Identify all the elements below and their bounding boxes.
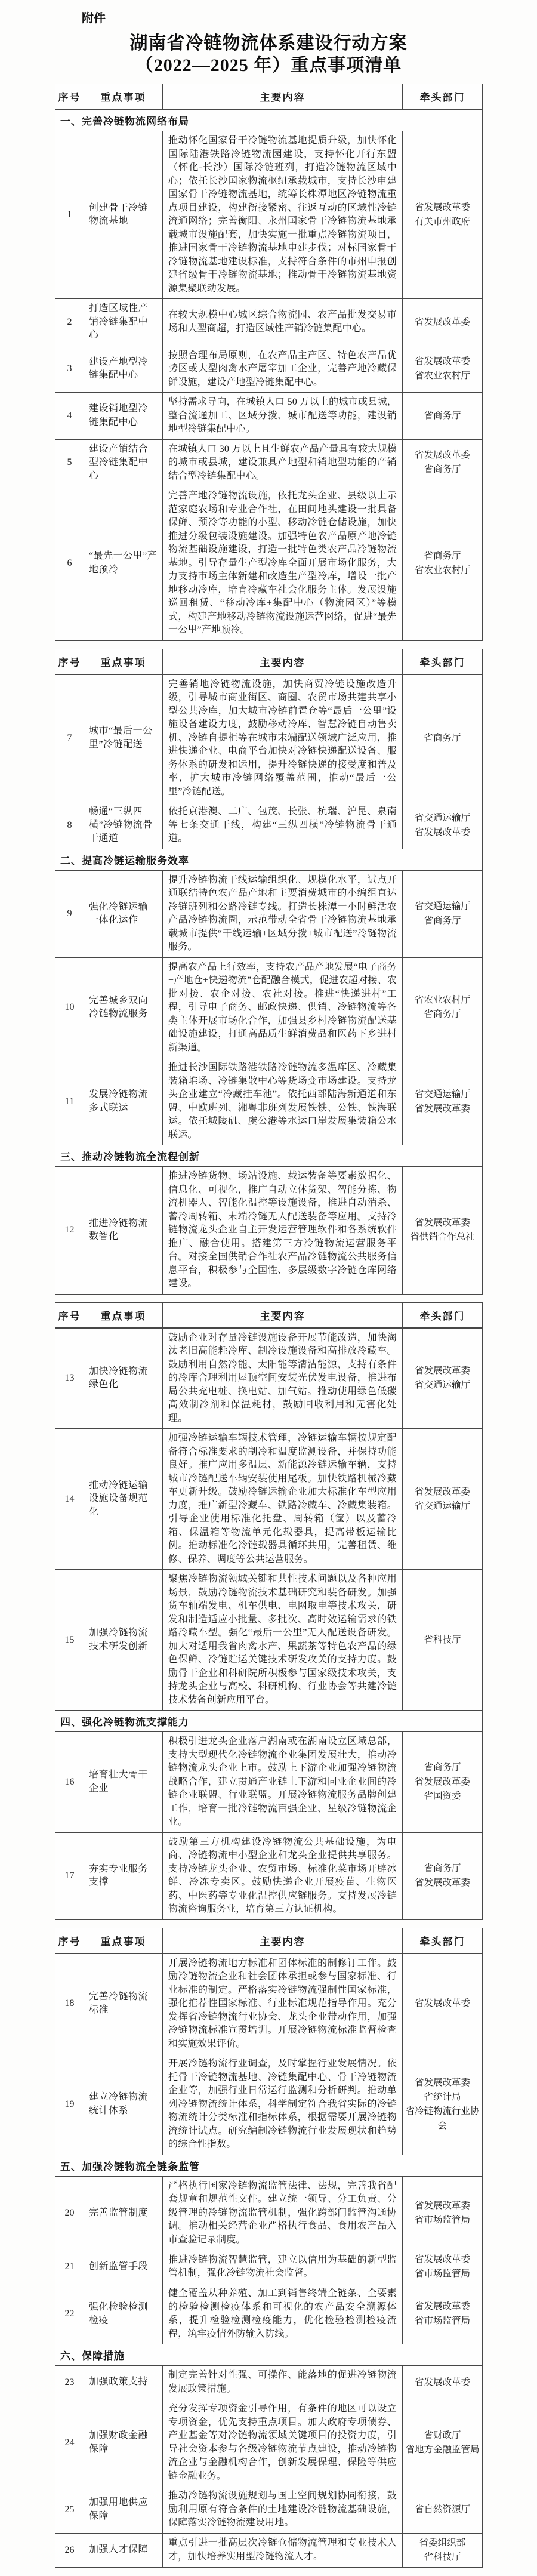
- serial-number-cell: 7: [55, 674, 84, 802]
- serial-number-cell: 16: [55, 1732, 84, 1833]
- table-container: [55, 84, 482, 2568]
- key-item-cell: 加强政策支持: [84, 2366, 163, 2399]
- main-content-cell: 坚持需求导向，在城镇人口 50 万以上的城市或县城，整合流通加工、区域分拨、城市配送等功能，建设销地型冷链集配中心。: [163, 393, 403, 440]
- document-title: [55, 32, 482, 76]
- main-content-cell: 依托京港澳、二广、包茂、长张、杭瑞、沪昆、泉南等七条交通干线，构建“三纵四横”冷链物流骨干通道。: [163, 802, 403, 849]
- table-segment: [55, 1928, 483, 2568]
- key-item-cell: 打造区域性产销冷链集配中心: [84, 299, 163, 346]
- serial-number-cell: 25: [55, 2486, 84, 2534]
- lead-department-line: 省委组织部: [419, 2537, 466, 2548]
- table-row: [55, 1328, 483, 1429]
- key-item-cell: 发展冷链物流多式联运: [84, 1058, 163, 1145]
- serial-number-cell: 19: [55, 2054, 84, 2155]
- lead-department-cell: [403, 346, 483, 393]
- section-row: [55, 849, 483, 870]
- table-row: [55, 674, 483, 802]
- lead-department-cell: [403, 1832, 483, 1919]
- table-header-row: [55, 1302, 483, 1328]
- lead-department-cell: [403, 1570, 483, 1711]
- lead-department-line: 省科技厅: [424, 2552, 461, 2562]
- serial-number-cell: 18: [55, 1953, 84, 2054]
- title-line-1: 湖南省冷链物流体系建设行动方案: [129, 33, 408, 53]
- lead-department-cell: [403, 439, 483, 486]
- key-item-cell: 建立冷链物流统计体系: [84, 2054, 163, 2155]
- main-content-cell: 鼓励第三方机构建设冷链物流公共基础设施，为电商、冷链物流中小型企业和龙头企业提供共享服务。支持冷链龙头企业、农贸市场、标准化菜市场开辟冰鲜、冷冻专卖区。鼓励快递企业开展疫苗、生物医药、中医药等专业化温控供应链服务。支持发展冷链物流咨询服务业，培育第三方认证机构。: [163, 1832, 403, 1919]
- table-row: [55, 2284, 483, 2344]
- table-row: [55, 1429, 483, 1570]
- lead-department-line: 省商务厅: [424, 550, 461, 561]
- key-item-cell: 加强用地供应保障: [84, 2486, 163, 2534]
- lead-department-line: 省财政厅: [424, 2430, 461, 2441]
- table-row: [55, 2486, 483, 2534]
- serial-number-cell: 17: [55, 1832, 84, 1919]
- main-content-cell: 完善产地冷链物流设施，依托龙头企业、县级以上示范家庭农场和专业合作社，在田间地头建设一批具备保鲜、预冷等功能的小型、移动冷链仓储设施，加快推进分级包装设施建设。加强特色农产品原产地冷链物流基础设施建设，打造一批特色类农产品冷链物流基地。引导存量生产型冷库全面开展市场化服务，大力支持市场主体新建和改造生产型冷库，增设一批产地移动冷库，培育冷藏车社会化服务主体。发展设施巡回租赁、“移动冷库+集配中心（物流园区）”等模式，构建产地移动冷链物流设施运营网络，促进“最先一公里”产地预冷。: [163, 486, 403, 641]
- header-cell: 序号: [55, 1928, 84, 1953]
- lead-department-line: 省农业农村厅: [414, 995, 470, 1006]
- serial-number-cell: 15: [55, 1570, 84, 1711]
- header-cell: 牵头部门: [403, 84, 483, 110]
- key-item-cell: 培育壮大骨干企业: [84, 1732, 163, 1833]
- header-cell: 序号: [55, 649, 84, 674]
- table-row: [55, 2366, 483, 2399]
- main-content-cell: 聚焦冷链物流领域关键和共性技术问题以及各种应用场景，鼓励冷链物流技术基础研究和装备研发。加强货车轴端发电、机车供电、电网取电等技术攻关，研发和制造适应小批量、多批次、高时效运输需求的铁路冷藏车型。强化“最后一公里”无人配送设备研发。加大对适用我省肉禽水产、果蔬茶等特色农产品的绿色保鲜、冷链贮运关键技术研发攻关的支持力度。鼓励骨干企业和科研院所积极参与国家级技术攻关，支持龙头企业与高校、科研机构、行业协会等共建冷链技术装备创新应用平台。: [163, 1570, 403, 1711]
- lead-department-line: 有关市州政府: [414, 217, 470, 227]
- lead-department-line: 省发展改革委: [414, 2077, 470, 2088]
- lead-department-line: 省商务厅: [424, 916, 461, 926]
- header-cell: 主要内容: [163, 649, 403, 674]
- serial-number-cell: 10: [55, 957, 84, 1058]
- lead-department-line: 省供销合作总社: [410, 1232, 475, 1243]
- section-row: [55, 1145, 483, 1167]
- title-line-2: （2022—2025 年）重点事项清单: [135, 56, 402, 75]
- lead-department-line: 省商务厅: [424, 410, 461, 421]
- lead-department-cell: [403, 1953, 483, 2054]
- serial-number-cell: 5: [55, 439, 84, 486]
- main-content-cell: 重点引进一批高层次冷链仓储物流管理和专业技术人才，加快培养实用型冷链物流人才。: [163, 2533, 403, 2567]
- table-header-row: [55, 84, 483, 110]
- main-content-cell: 制定完善针对性强、可操作、能落地的促进冷链物流发展政策措施。: [163, 2366, 403, 2399]
- header-cell: 主要内容: [163, 1928, 403, 1953]
- lead-department-line: 省发展改革委: [414, 1366, 470, 1376]
- lead-department-cell: [403, 2399, 483, 2486]
- lead-department-cell: [403, 486, 483, 641]
- lead-department-line: 省农业农村厅: [414, 565, 470, 575]
- lead-department-line: 省统计局: [424, 2091, 461, 2102]
- lead-department-line: 省交通运输厅: [414, 1089, 470, 1099]
- table-row: [55, 299, 483, 346]
- serial-number-cell: 14: [55, 1429, 84, 1570]
- key-item-cell: “最先一公里”产地预冷: [84, 486, 163, 641]
- main-content-cell: 鼓励企业对存量冷链设施设备开展节能改造，加快淘汰老旧高能耗冷库、制冷设施设备和高排放冷藏车。鼓励利用自然冷能、太阳能等清洁能源，支持有条件的冷库合理利用屋顶空间安装光伏发电设备，推进布局公共充电桩、换电站、加气站。推动使用绿色低碳高效制冷剂和保温耗材，鼓励回收利用和无害化处理。: [163, 1328, 403, 1429]
- lead-department-cell: [403, 2250, 483, 2284]
- main-content-cell: 开展冷链物流行业调查，及时掌握行业发展情况。依托骨干冷链物流基地、冷链集配中心、骨干冷链物流企业等，加强行业日常运行监测和分析研判。推动单列冷链物流统计体系，科学制定符合我省实际的冷链物流统计分类标准和指标体系，根据需要开展冷链物流统计试点。研究编制冷链物流行业发展现状和趋势的综合性指数。: [163, 2054, 403, 2155]
- table-header-row: [55, 1928, 483, 1953]
- serial-number-cell: 11: [55, 1058, 84, 1145]
- key-item-cell: 城市“最后一公里”冷链配送: [84, 674, 163, 802]
- table-row: [55, 1570, 483, 1711]
- lead-department-line: 省发展改革委: [414, 202, 470, 212]
- serial-number-cell: 2: [55, 299, 84, 346]
- lead-department-line: 省发展改革委: [414, 1776, 470, 1787]
- serial-number-cell: 8: [55, 802, 84, 849]
- main-content-cell: 严格执行国家冷链物流监管法律、法规，完善我省配套规章和规范性文件。建立统一领导、分工负责、分级管理的冷链物流监管机制，强化跨部门监管沟通协调。推动相关经营企业严格执行食品、食用农产品入市查验记录制度。: [163, 2176, 403, 2250]
- lead-department-cell: [403, 1732, 483, 1833]
- lead-department-cell: [403, 802, 483, 849]
- serial-number-cell: 13: [55, 1328, 84, 1429]
- lead-department-line: 省商务厅: [424, 732, 461, 743]
- table-row: [55, 957, 483, 1058]
- table-row: [55, 2533, 483, 2567]
- key-item-cell: 创新监管手段: [84, 2250, 163, 2284]
- lead-department-line: 省商务厅: [424, 464, 461, 475]
- lead-department-line: 省发展改革委: [414, 827, 470, 837]
- lead-department-line: 省发展改革委: [414, 2200, 470, 2211]
- table-row: [55, 2054, 483, 2155]
- lead-department-line: 省发展改革委: [414, 1998, 470, 2009]
- key-item-cell: 建设产地型冷链集配中心: [84, 346, 163, 393]
- key-item-cell: 加快冷链物流绿色化: [84, 1328, 163, 1429]
- lead-department-line: 省农业农村厅: [414, 371, 470, 381]
- lead-department-cell: [403, 870, 483, 957]
- table-row: [55, 1167, 483, 1295]
- key-item-cell: 强化冷链运输一体化运作: [84, 870, 163, 957]
- table-row: [55, 870, 483, 957]
- main-content-cell: 推动怀化国家骨干冷链物流基地提质升级，加快怀化国际陆港铁路冷链物流园建设，支持怀化开行东盟（怀化-长沙）国际冷链班列，打造冷链物流区域中心；依托长沙国家物流枢纽承载城市，支持长沙申建国家骨干冷链物流基地，统筹长株潭地区冷链物流重点项目建设，构建衔接紧密、往返互动的区域性冷链流通网络；完善衡阳、永州国家骨干冷链物流基地承载城市设施配套，加快实施一批重点冷链物流项目，推进国家骨干冷链物流基地申建步伐；对标国家骨干冷链物流基地建设标准，支持符合条件的市州申报创建省级骨干冷链物流基地；推动骨干冷链物流基地资源集聚联动发展。: [163, 131, 403, 299]
- attachment-label: 附件: [82, 12, 106, 25]
- key-item-cell: 建设销地型冷链集配中心: [84, 393, 163, 440]
- lead-department-line: 省发展改革委: [414, 2377, 470, 2387]
- lead-department-line: 省发展改革委: [414, 1486, 470, 1497]
- section-title: 三、推动冷链物流全流程创新: [55, 1145, 483, 1167]
- key-item-cell: 建设产销结合型冷链集配中心: [84, 439, 163, 486]
- lead-department-cell: [403, 1167, 483, 1295]
- serial-number-cell: 20: [55, 2176, 84, 2250]
- lead-department-line: 省发展改革委: [414, 316, 470, 327]
- main-content-cell: 按照合理布局原则，在农产品主产区、特色农产品优势区或大型肉禽水产屠宰加工企业，完善产地冷藏保鲜设施，建设产地型冷链集配中心。: [163, 346, 403, 393]
- lead-department-line: 省市场监管局: [414, 2316, 470, 2326]
- lead-department-line: 省市场监管局: [414, 2269, 470, 2279]
- key-item-cell: 加强人才保障: [84, 2533, 163, 2567]
- header-cell: 重点事项: [84, 84, 163, 110]
- main-content-cell: 开展冷链物流地方标准和团体标准的制修订工作。鼓励冷链物流企业和社会团体承担或参与国家标准、行业标准的制定。严格落实冷链物流强制性国家标准，强化推荐性国家标准、行业标准规范指导作用。充分发挥省冷链物流行业协会、龙头企业带动作用，加强冷链物流标准宣贯培训。开展冷链物流标准监督检查和实施效果评价。: [163, 1953, 403, 2054]
- key-item-cell: 推动冷链运输设施设备规范化: [84, 1429, 163, 1570]
- table-row: [55, 393, 483, 440]
- main-content-cell: 在较大规模中心城区综合物流园、农产品批发交易市场和大型商超，打造区域性产销冷链集配中心。: [163, 299, 403, 346]
- lead-department-line: 省科技厅: [424, 1634, 461, 1645]
- lead-department-line: 省冷链物流行业协会: [405, 2106, 480, 2131]
- key-item-cell: 畅通“三纵四横”冷链物流骨干通道: [84, 802, 163, 849]
- serial-number-cell: 3: [55, 346, 84, 393]
- key-item-cell: 夯实专业服务支撑: [84, 1832, 163, 1919]
- serial-number-cell: 12: [55, 1167, 84, 1295]
- lead-department-cell: [403, 2054, 483, 2155]
- header-cell: 序号: [55, 84, 84, 110]
- table-row: [55, 2399, 483, 2486]
- lead-department-cell: [403, 131, 483, 299]
- section-title: 二、提高冷链运输服务效率: [55, 849, 483, 870]
- lead-department-cell: [403, 674, 483, 802]
- table-row: [55, 2250, 483, 2284]
- lead-department-cell: [403, 2176, 483, 2250]
- key-item-cell: 完善冷链物流标准: [84, 1953, 163, 2054]
- header-cell: 牵头部门: [403, 1302, 483, 1328]
- header-cell: 序号: [55, 1302, 84, 1328]
- header-cell: 主要内容: [163, 1302, 403, 1328]
- serial-number-cell: 6: [55, 486, 84, 641]
- main-content-cell: 在城镇人口 30 万以上且生鲜农产品产量具有较大规模的城市或县城，建设兼具产地型和销地型功能的产销结合型冷链集配中心。: [163, 439, 403, 486]
- key-item-cell: 加强冷链物流技术研发创新: [84, 1570, 163, 1711]
- table-row: [55, 802, 483, 849]
- lead-department-line: 省发展改革委: [414, 2301, 470, 2312]
- main-content-cell: 完善销地冷链物流设施，加快商贸冷链设施改造升级，引导城市商业街区、商圈、农贸市场共建共享小型公共冷库，加大城市冷链前置仓等“最后一公里”设施设备建设力度，鼓励移动冷库、智慧冷链自动售卖机、冷链自提柜等在城市末端配送领域广泛应用，推进快递企业、电商平台加快对冷链快递配送设备、服务体系的研发和运用，提升冷链快递的接受度和普及率，扩大城市冷链网络覆盖范围，推动“最后一公里”冷链配送。: [163, 674, 403, 802]
- key-item-cell: 完善监管制度: [84, 2176, 163, 2250]
- section-title: 一、完善冷链物流网络布局: [55, 109, 483, 131]
- serial-number-cell: 9: [55, 870, 84, 957]
- main-content-cell: 积极引进龙头企业落户湖南或在湖南设立区域总部，支持大型现代化冷链物流企业集团发展壮大，推动冷链物流龙头企业上市。鼓励上下游企业加强冷链物流战略合作，建立贯通产业链上下游和同业企业间的冷链企业联盟、行业联盟。开展冷链物流服务品牌创建工作，培育一批冷链物流百强企业、星级冷链物流企业。: [163, 1732, 403, 1833]
- lead-department-cell: [403, 2284, 483, 2344]
- lead-department-line: 省交通运输厅: [414, 1500, 470, 1511]
- lead-department-line: 省交通运输厅: [414, 901, 470, 911]
- lead-department-line: 省国资委: [424, 1791, 461, 1801]
- table-row: [55, 1732, 483, 1833]
- lead-department-line: 省自然资源厅: [414, 2504, 470, 2515]
- serial-number-cell: 24: [55, 2399, 84, 2486]
- main-content-cell: 提升冷链物流干线运输组织化、规模化水平，试点开通联结特色农产品产地和主要消费城市的小编组直达冷链班列和公路冷链专线。打造长株潭一小时鲜活农产品冷链物流圈，示范带动全省骨干冷链物流基地承载城市提供“干线运输+区域分拨+城市配送”冷链物流服务。: [163, 870, 403, 957]
- header-cell: 牵头部门: [403, 1928, 483, 1953]
- section-title: 五、加强冷链物流全链条监管: [55, 2155, 483, 2176]
- section-row: [55, 109, 483, 131]
- table-row: [55, 439, 483, 486]
- header-cell: 重点事项: [84, 1302, 163, 1328]
- main-content-cell: 健全覆盖从种养殖、加工到销售终端全链条、全要素的检验检测检疫体系和可视化的农产品安全溯源体系，提升检验检测检疫能力，优化检验检测检疫流程，筑牢疫情外防输入防线。: [163, 2284, 403, 2344]
- lead-department-line: 省地方金融监管局: [405, 2444, 480, 2455]
- lead-department-line: 省发展改革委: [414, 1218, 470, 1228]
- key-item-cell: 创建骨干冷链物流基地: [84, 131, 163, 299]
- lead-department-line: 省商务厅: [424, 1863, 461, 1874]
- header-cell: 牵头部门: [403, 649, 483, 674]
- table-segment: [55, 649, 483, 1295]
- lead-department-cell: [403, 299, 483, 346]
- table-row: [55, 131, 483, 299]
- serial-number-cell: 23: [55, 2366, 84, 2399]
- main-content-cell: 提高农产品上行效率，支持农产品产地发展“电子商务+产地仓+快递物流”仓配融合模式，促进农超对接、农批对接、农企对接、农社对接。推进“快递进村”工程，引导电子商务、邮政快递、供销、冷链物流等各类主体开展市场化合作，加强县乡村冷链物流配送基础设施建设，打通高品质生鲜消费品和医药下乡进村新渠道。: [163, 957, 403, 1058]
- section-title: 四、强化冷链物流支撑能力: [55, 1711, 483, 1732]
- serial-number-cell: 4: [55, 393, 84, 440]
- key-item-cell: 推进冷链物流数智化: [84, 1167, 163, 1295]
- main-content-cell: 推动冷链物流设施规划与国土空间规划协同衔接，鼓励利用原有符合条件的土地建设冷链物流基础设施，保障落实冷链物流建设用地。: [163, 2486, 403, 2534]
- serial-number-cell: 21: [55, 2250, 84, 2284]
- lead-department-line: 省发展改革委: [414, 450, 470, 461]
- table-segment: [55, 84, 483, 641]
- table-row: [55, 486, 483, 641]
- key-item-cell: 强化检验检测检疫: [84, 2284, 163, 2344]
- lead-department-cell: [403, 2366, 483, 2399]
- main-content-cell: 推进冷链物流智慧监管，建立以信用为基础的新型监管机制，强化冷链物流社会监督。: [163, 2250, 403, 2284]
- header-cell: 重点事项: [84, 649, 163, 674]
- main-content-cell: 推进长沙国际铁路港铁路冷链物流多温库区、冷藏集装箱堆场、冷链集散中心等货场变市场建设。支持龙头企业建立“冷藏挂车池”。依托西部陆海新通道和东盟、中欧班列、湘粤非班列发展铁铁、公铁、铁海联运。依托城陵矶、虞公港等水运口岸发展集装箱公水联运。: [163, 1058, 403, 1145]
- lead-department-cell: [403, 1058, 483, 1145]
- key-item-cell: 加强财政金融保障: [84, 2399, 163, 2486]
- section-row: [55, 2344, 483, 2366]
- lead-department-cell: [403, 2486, 483, 2534]
- serial-number-cell: 22: [55, 2284, 84, 2344]
- main-content-cell: 加强冷链运输车辆技术管理，冷链运输车辆按规定配备符合标准要求的制冷和温度监测设备，并保持功能良好。推广应用多温层、新能源冷链运输车辆，支持城市冷链配送车辆安装使用尾板。加快铁路机械冷藏车更新升级。鼓励冷链运输企业加大标准化车型应用力度，推广新型冷藏车、铁路冷藏车、冷藏集装箱。引导企业使用标准化托盘、周转箱（筐）以及蓄冷箱、保温箱等物流单元化载器具，提高带板运输比例。推动标准化冷链载器具循环共用，完善租赁、维修、保养、调度等公共运营服务。: [163, 1429, 403, 1570]
- lead-department-line: 省发展改革委: [414, 2254, 470, 2264]
- lead-department-line: 省发展改革委: [414, 1878, 470, 1888]
- main-content-cell: 推进冷链货物、场站设施、载运装备等要素数据化、信息化、可视化，推广自动立体货架、智能分拣、物流机器人、智能化温控等设施设备，推进自动消杀、蓄冷周转箱、末端冷链无人配送装备等应用。支持冷链物流龙头企业自主开发运营管理软件和各系统软件推广、融合使用。搭建第三方冷链物流运营服务平台。对接全国供销合作社农产品冷链物流公共服务信息平台，积极参与全国性、多层级数字冷链仓库网络建设。: [163, 1167, 403, 1295]
- table-row: [55, 1058, 483, 1145]
- section-row: [55, 2155, 483, 2176]
- table-row: [55, 346, 483, 393]
- serial-number-cell: 26: [55, 2533, 84, 2567]
- lead-department-cell: [403, 957, 483, 1058]
- lead-department-line: 省商务厅: [424, 1762, 461, 1773]
- section-title: 六、保障措施: [55, 2344, 483, 2366]
- lead-department-line: 省发展改革委: [414, 356, 470, 367]
- serial-number-cell: 1: [55, 131, 84, 299]
- lead-department-cell: [403, 1328, 483, 1429]
- lead-department-cell: [403, 393, 483, 440]
- table-header-row: [55, 649, 483, 674]
- section-row: [55, 1711, 483, 1732]
- lead-department-cell: [403, 2533, 483, 2567]
- lead-department-line: 省商务厅: [424, 1009, 461, 1020]
- lead-department-line: 省交通运输厅: [414, 812, 470, 823]
- table-row: [55, 1953, 483, 2054]
- lead-department-line: 省市场监管局: [414, 2214, 470, 2225]
- lead-department-line: 省交通运输厅: [414, 1380, 470, 1391]
- table-row: [55, 2176, 483, 2250]
- table-row: [55, 1832, 483, 1919]
- lead-department-cell: [403, 1429, 483, 1570]
- header-cell: 重点事项: [84, 1928, 163, 1953]
- table-segment: [55, 1302, 483, 1920]
- header-cell: 主要内容: [163, 84, 403, 110]
- main-content-cell: 充分发挥专项资金引导作用，有条件的地区可以设立专项资金，优先支持重点项目。加大政府专项债券、产业基金等对冷链物流领域关键项目的投资力度，引导社会资本参与各级冷链物流节点建设，推动冷链物流企业与金融机构合作，创新发展保理、保险等供应链金融业务。: [163, 2399, 403, 2486]
- key-item-cell: 完善城乡双向冷链物流服务: [84, 957, 163, 1058]
- lead-department-line: 省发展改革委: [414, 1103, 470, 1114]
